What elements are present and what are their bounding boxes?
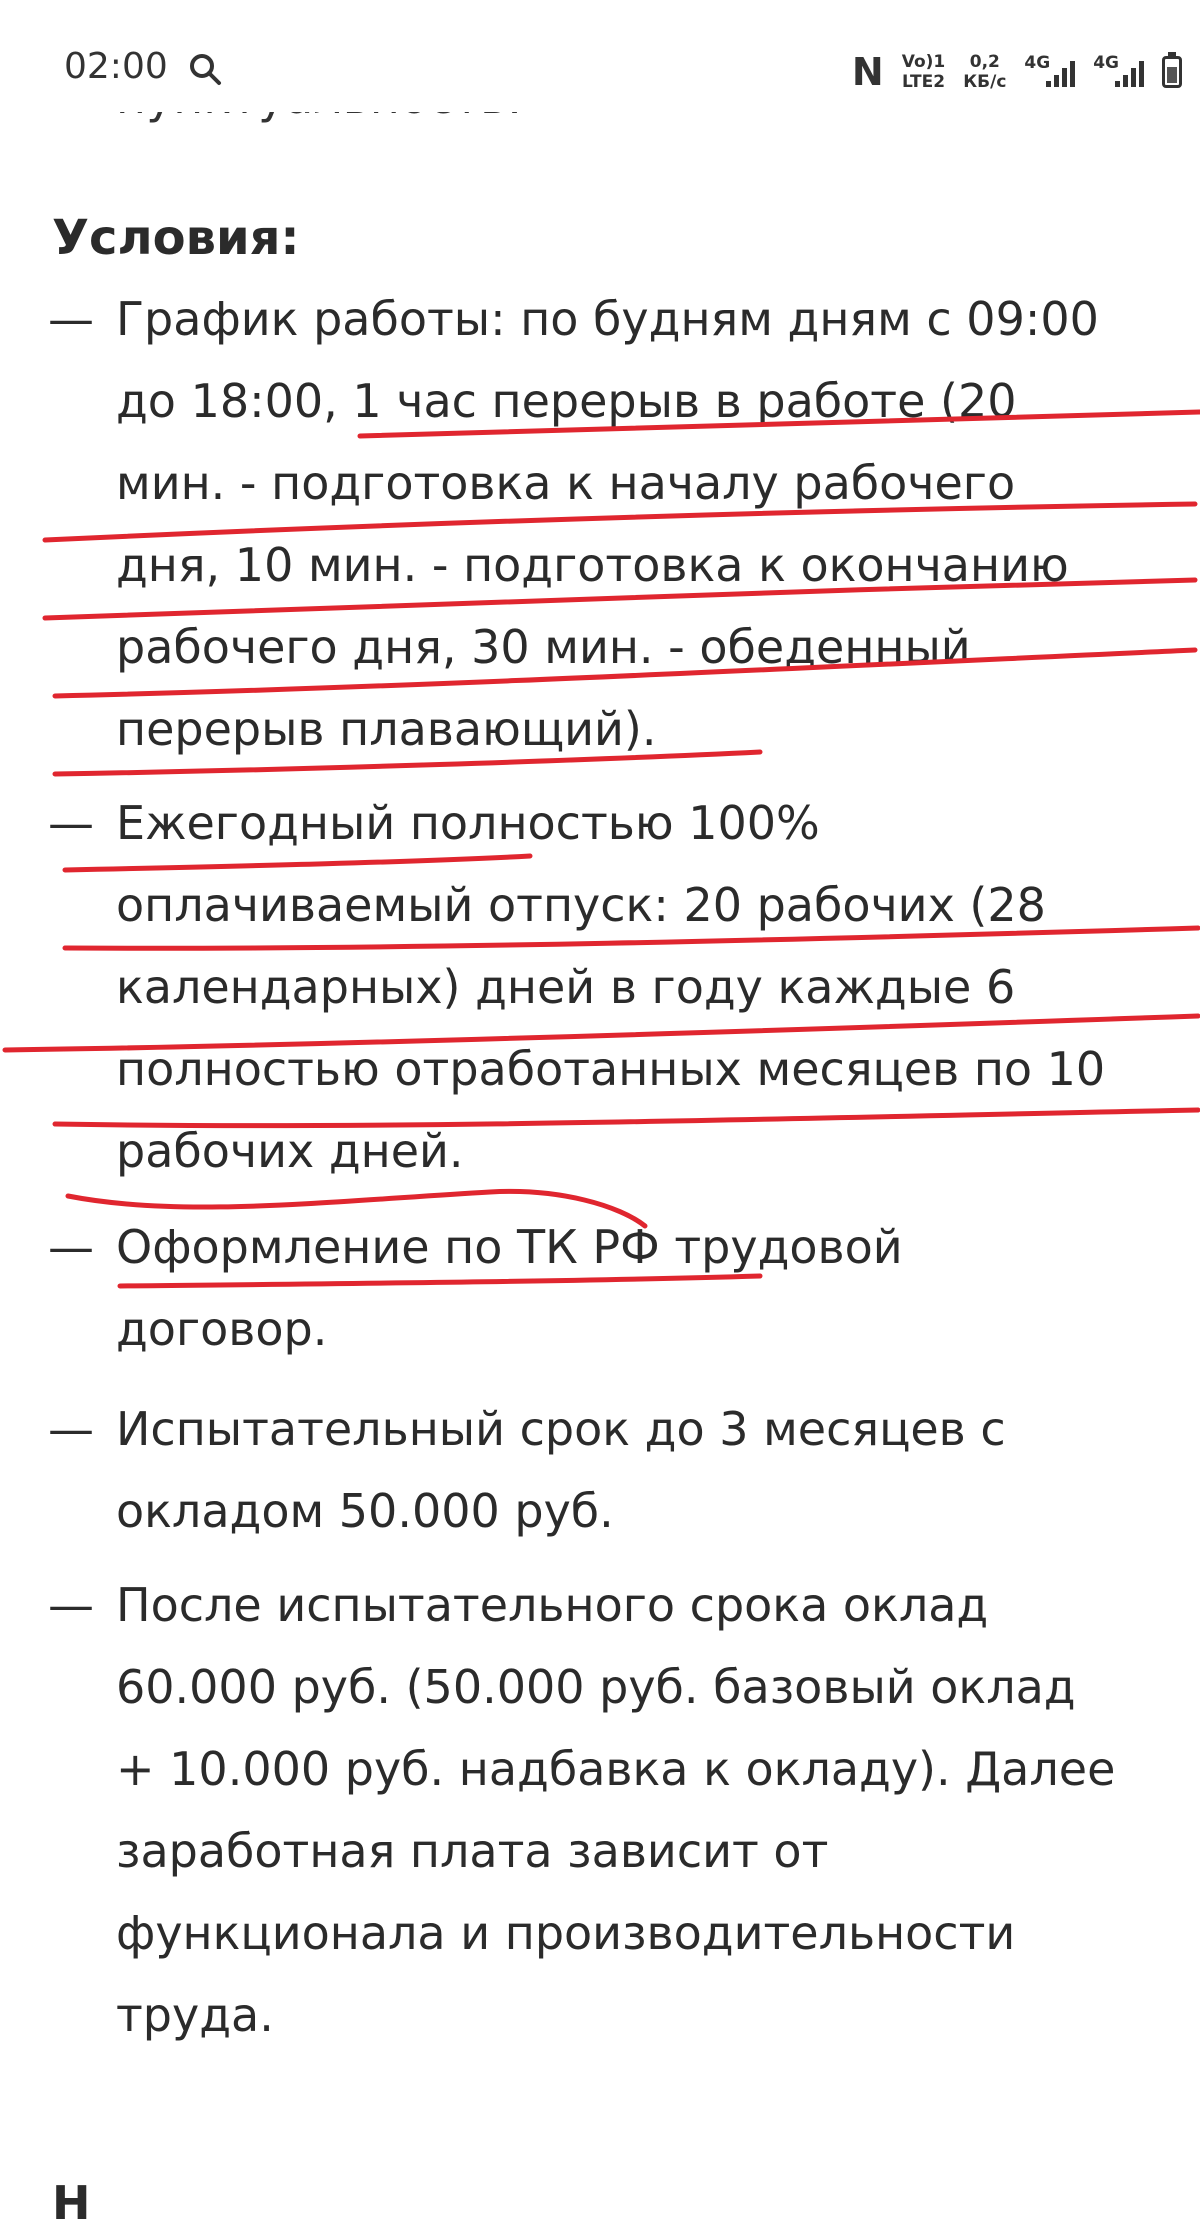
signal-2: 4G bbox=[1093, 57, 1144, 87]
text-line: После испытательного срока оклад bbox=[116, 1578, 989, 1632]
text-line: функционала и производительности bbox=[116, 1906, 1016, 1960]
text-line: договор. bbox=[116, 1302, 328, 1356]
signal-1: 4G bbox=[1024, 57, 1075, 87]
text-line: оплачиваемый отпуск: 20 рабочих (28 bbox=[116, 878, 1046, 932]
volte-indicator: Vo)1 LTE2 bbox=[901, 52, 946, 92]
text-line: График работы: по будням дням с 09:00 bbox=[116, 292, 1099, 346]
bullet-dash: — bbox=[48, 1220, 94, 1274]
text-line: мин. - подготовка к началу рабочего bbox=[116, 456, 1016, 510]
clock: 02:00 bbox=[64, 46, 168, 87]
text-line: Ежегодный полностью 100% bbox=[116, 796, 820, 850]
text-line: перерыв плавающий). bbox=[116, 702, 657, 756]
text-line: дня, 10 мин. - подготовка к окончанию bbox=[116, 538, 1069, 592]
bullet-dash: — bbox=[48, 796, 94, 850]
text-line: Оформление по ТК РФ трудовой bbox=[116, 1220, 903, 1274]
bullet-dash: — bbox=[48, 1402, 94, 1456]
text-line: 60.000 руб. (50.000 руб. базовый оклад bbox=[116, 1660, 1076, 1714]
text-line: до 18:00, 1 час перерыв в работе (20 bbox=[116, 374, 1017, 428]
text-line: календарных) дней в году каждые 6 bbox=[116, 960, 1016, 1014]
battery-icon bbox=[1162, 56, 1182, 88]
bullet-dash: — bbox=[48, 1578, 94, 1632]
text-line: рабочих дней. bbox=[116, 1124, 464, 1178]
search-icon bbox=[188, 52, 222, 86]
signal-bars-icon bbox=[1046, 57, 1075, 87]
text-line: полностью отработанных месяцев по 10 bbox=[116, 1042, 1106, 1096]
next-section-fragment: Н bbox=[52, 2176, 91, 2230]
text-line: окладом 50.000 руб. bbox=[116, 1484, 614, 1538]
text-line: труда. bbox=[116, 1988, 274, 2042]
text-line: рабочего дня, 30 мин. - обеденный bbox=[116, 620, 971, 674]
text-line: + 10.000 руб. надбавка к окладу). Далее bbox=[116, 1742, 1116, 1796]
network-speed: 0,2 КБ/с bbox=[963, 52, 1007, 92]
bullet-dash: — bbox=[48, 292, 94, 346]
signal-bars-icon bbox=[1115, 57, 1144, 87]
nfc-icon: N bbox=[851, 50, 884, 94]
conditions-heading: Условия: bbox=[52, 210, 300, 266]
text-line: заработная плата зависит от bbox=[116, 1824, 829, 1878]
text-line: Испытательный срок до 3 месяцев с bbox=[116, 1402, 1006, 1456]
status-bar bbox=[0, 0, 1200, 112]
